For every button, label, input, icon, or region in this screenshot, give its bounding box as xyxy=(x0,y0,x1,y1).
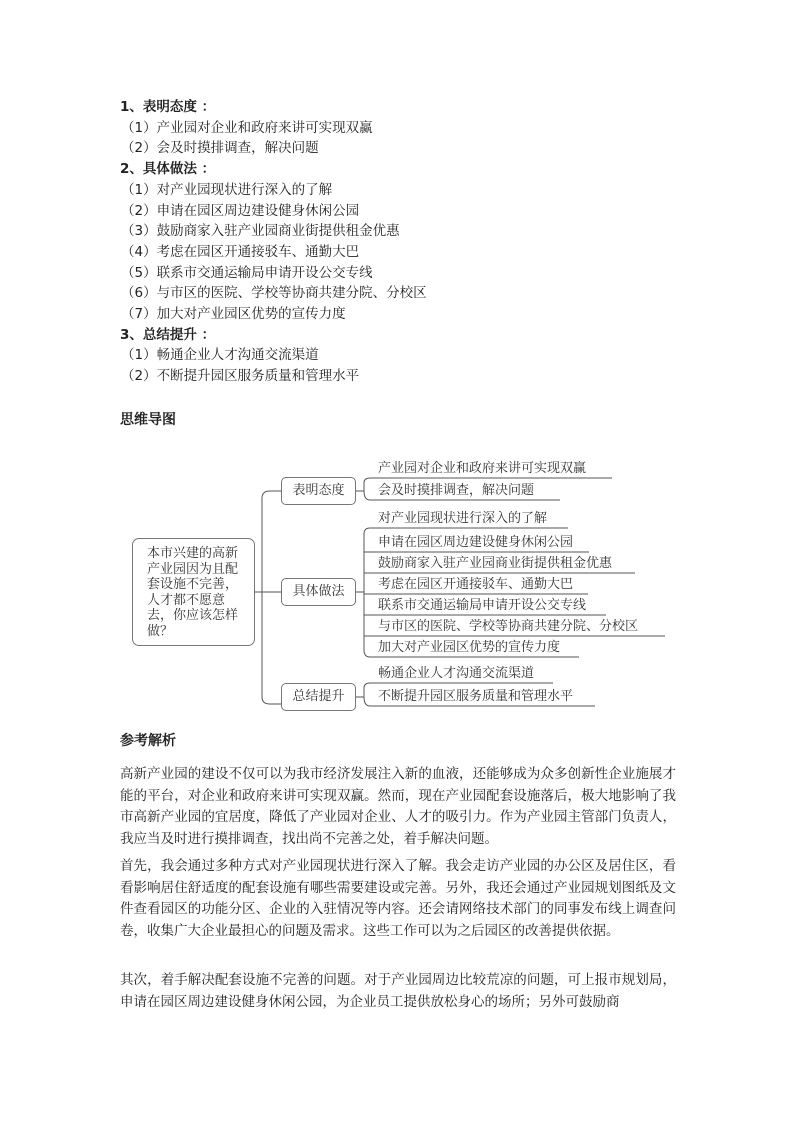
mindmap-branch-2: 具体做法 xyxy=(281,578,356,606)
outline-heading: 1、表明态度 ： xyxy=(120,99,216,115)
mindmap-leaf: 加大对产业园区优势的宣传力度 xyxy=(378,640,561,655)
outline-item: （6）与市区的医院、学校等协商共建分院、分校区 xyxy=(121,285,427,302)
analysis-paragraph: 高新产业园的建设不仅可以为我市经济发展注入新的血液，还能够成为众多创新性企业施展才能的平台，对企业和政府来讲可实现双赢。然而，现在产业园配套设施落后，极大地影响了我市高新产业园的宜居度，降低了产业园对企业、人才的吸引力。作为产业园主管部门负责人，我应当及时进行摸排调查，找出尚不完善之处，着手解决问题。 xyxy=(120,766,676,847)
analysis-paragraph: 首先，我会通过多种方式对产业园现状进行深入了解。我会走访产业园的办公区及居住区，看看影响居住舒适度的配套设施有哪些需要建设或完善。另外，我还会通过产业园规划图纸及文件查看园区的功能分区、企业的入驻情况等内容。还会请网络技术部门的同事发布线上调查问卷，收集广大企业最担心的问题及需求。这些工作可以为之后园区的改善提供依据。 xyxy=(120,858,676,939)
mindmap-leaf: 鼓励商家入驻产业园商业街提供租金优惠 xyxy=(378,556,613,571)
mindmap-branch-1: 表明态度 xyxy=(281,477,356,505)
mindmap-leaf: 畅通企业人才沟通交流渠道 xyxy=(378,666,535,681)
outline-item: （4）考虑在园区开通接驳车、通勤大巴 xyxy=(121,243,360,260)
mindmap-leaf: 不断提升园区服务质量和管理水平 xyxy=(378,689,574,704)
outline-item: （2）申请在园区周边建设健身休闲公园 xyxy=(121,202,360,219)
mindmap-title: 思维导图 xyxy=(120,412,176,428)
outline-item: （2）不断提升园区服务质量和管理水平 xyxy=(121,368,360,385)
mindmap-leaf: 产业园对企业和政府来讲可实现双赢 xyxy=(378,461,587,476)
answer-outline xyxy=(120,97,680,387)
mindmap-root-node: 本市兴建的高新产业园因为且配套设施不完善，人才都不愿意去，你应该怎样做？ xyxy=(132,538,255,646)
outline-item: （3）鼓励商家入驻产业园商业街提供租金优惠 xyxy=(121,223,400,240)
outline-item: （1）畅通企业人才沟通交流渠道 xyxy=(121,347,319,364)
outline-item: （7）加大对产业园区优势的宣传力度 xyxy=(121,306,346,323)
outline-item: （1）产业园对企业和政府来讲可实现双赢 xyxy=(121,119,373,136)
outline-heading: 2、具体做法 ： xyxy=(120,161,216,178)
analysis-title: 参考解析 xyxy=(120,733,176,749)
mindmap-leaf: 考虑在园区开通接驳车、通勤大巴 xyxy=(378,577,574,592)
mindmap-leaf: 联系市交通运输局申请开设公交专线 xyxy=(378,598,587,613)
analysis-paragraph: 其次，着手解决配套设施不完善的问题。对于产业园周边比较荒凉的问题，可上报市规划局，申请在园区周边建设健身休闲公园，为企业员工提供放松身心的场所；另外可鼓励商 xyxy=(120,972,676,1010)
outline-heading: 3、总结提升 ： xyxy=(120,326,216,343)
mindmap-leaf: 申请在园区周边建设健身休闲公园 xyxy=(378,535,574,550)
outline-item: （2）会及时摸排调查，解决问题 xyxy=(121,140,319,157)
connector-root xyxy=(255,491,281,704)
outline-section xyxy=(120,325,680,387)
mindmap-branch-3: 总结提升 xyxy=(281,683,356,711)
outline-item: （1）对产业园现状进行深入的了解 xyxy=(121,181,333,198)
mindmap-leaf: 会及时摸排调查，解决问题 xyxy=(378,483,535,498)
outline-section xyxy=(120,159,680,325)
outline-item: （5）联系市交通运输局申请开设公交专线 xyxy=(121,264,373,281)
mindmap-leaf: 与市区的医院、学校等协商共建分院、分校区 xyxy=(378,619,639,634)
outline-section xyxy=(120,97,680,159)
mindmap-leaf: 对产业园现状进行深入的了解 xyxy=(378,511,548,526)
